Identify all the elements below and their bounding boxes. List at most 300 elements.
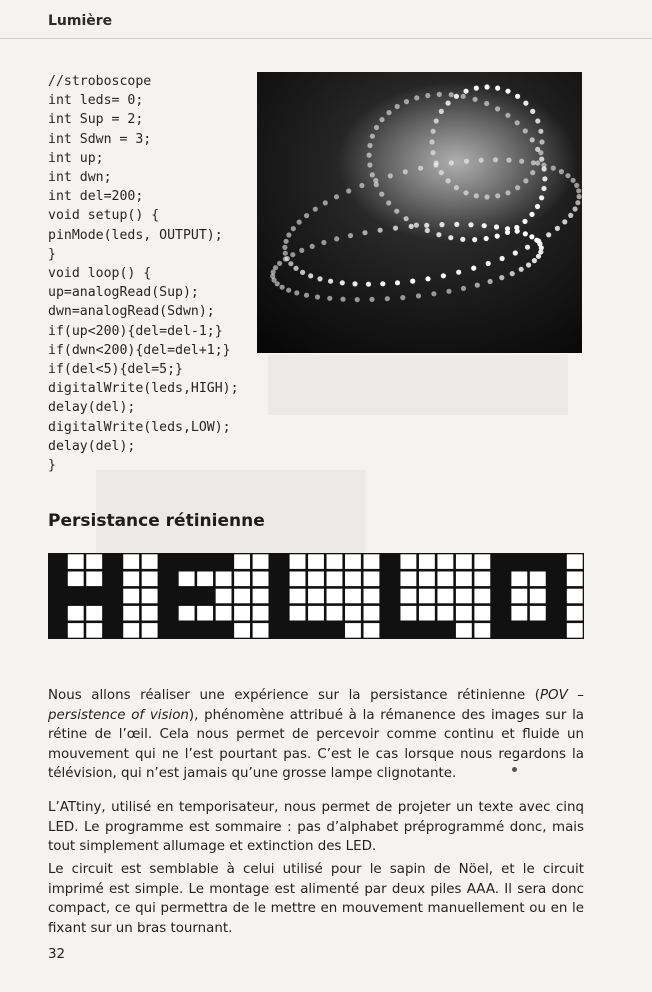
led-dot <box>304 213 309 218</box>
led-dot <box>495 106 500 111</box>
led-dot <box>367 162 372 167</box>
led-dot <box>463 190 468 195</box>
grid-cell-on <box>159 587 177 604</box>
grid-cell-off <box>567 589 583 604</box>
led-dot <box>410 279 415 284</box>
led-dot <box>414 95 419 100</box>
led-dot <box>551 166 556 171</box>
grid-cell-on <box>214 553 232 570</box>
grid-cell-off <box>567 623 583 638</box>
code-line: digitalWrite(leds,LOW); <box>48 419 231 435</box>
led-dot <box>500 256 505 261</box>
grid-cell-on <box>159 553 177 570</box>
code-line: delay(del); <box>48 400 136 416</box>
grid-cell-on <box>159 570 177 587</box>
led-dot <box>493 157 498 162</box>
grid-cell-off <box>234 606 250 621</box>
grid-cell-off <box>68 623 84 638</box>
grid-cell-off <box>253 606 269 621</box>
paragraph-attiny: L’ATtiny, utilisé en temporisateur, nous permet de projeter un texte avec cinq LED. Le programme est sommaire : pas d’alphabet préprogrammé donc, mais tout simplement allumage et extinction des LED. <box>48 800 584 855</box>
led-dot <box>366 282 371 287</box>
grid-cell-on <box>547 605 565 622</box>
grid-cell-off <box>474 623 490 638</box>
grid-cell-on <box>547 553 565 570</box>
code-line: delay(del); <box>48 438 136 454</box>
led-dot <box>539 195 544 200</box>
grid-cell-on <box>270 553 288 570</box>
led-dot <box>288 261 293 266</box>
led-dot <box>437 92 442 97</box>
grid-cell-off <box>86 554 102 569</box>
grid-cell-off <box>567 554 583 569</box>
led-dot <box>404 216 409 221</box>
grid-cell-on <box>510 622 528 639</box>
code-line: } <box>48 246 56 262</box>
led-dot <box>441 273 446 278</box>
grid-cell-off <box>345 623 361 638</box>
led-dot <box>280 285 285 290</box>
led-dot <box>523 101 528 106</box>
section-title: Persistance rétinienne <box>48 511 265 531</box>
led-dot <box>519 267 524 272</box>
grid-cell-on <box>48 622 66 639</box>
code-line: int Sdwn = 3; <box>48 131 152 147</box>
grid-cell-off <box>474 606 490 621</box>
led-dot <box>284 239 289 244</box>
code-line: } <box>48 458 56 474</box>
led-dot <box>283 251 288 256</box>
led-dot <box>355 297 360 302</box>
led-dot <box>460 237 465 242</box>
led-dot <box>439 109 444 114</box>
grid-cell-on <box>177 587 195 604</box>
grid-cell-on <box>288 622 306 639</box>
led-dot <box>439 222 444 227</box>
led-dot <box>403 169 408 174</box>
led-dot <box>369 297 374 302</box>
grid-cell-on <box>436 622 454 639</box>
led-dot <box>542 176 547 181</box>
grid-cell-off <box>530 589 546 604</box>
led-dot <box>456 270 461 275</box>
grid-cell-off <box>216 572 232 587</box>
led-dot <box>506 158 511 163</box>
led-dot <box>515 94 520 99</box>
grid-cell-on <box>214 622 232 639</box>
led-dot <box>374 182 379 187</box>
led-dot <box>494 224 499 229</box>
led-dot <box>474 86 479 91</box>
led-dot <box>449 160 454 165</box>
grid-cell-on <box>492 587 510 604</box>
led-dot <box>525 245 530 250</box>
led-dot <box>439 170 444 175</box>
led-dot <box>416 293 421 298</box>
led-dot <box>431 291 436 296</box>
led-dot <box>488 279 493 284</box>
led-dot <box>409 224 414 229</box>
led-dot <box>367 143 372 148</box>
code-line: if(dwn<200){del=del+1;} <box>48 342 231 358</box>
grid-cell-off <box>290 606 306 621</box>
code-line: if(del<5){del=5;} <box>48 362 183 378</box>
led-dot <box>513 250 518 255</box>
led-dot <box>526 262 531 267</box>
code-line: dwn=analogRead(Sdwn); <box>48 304 215 320</box>
led-dot <box>310 244 315 249</box>
led-dot <box>436 232 441 237</box>
led-dot <box>340 297 345 302</box>
grid-cell-on <box>103 622 121 639</box>
grid-cell-off <box>216 589 232 604</box>
grid-cell-on <box>270 605 288 622</box>
led-dot <box>536 254 541 259</box>
led-dot <box>282 245 287 250</box>
paragraph-pov-emphasis: POV – persistence of vision <box>48 688 585 723</box>
grid-cell-off <box>437 554 453 569</box>
grid-cell-off <box>530 606 546 621</box>
grid-cell-on <box>529 553 547 570</box>
grid-cell-off <box>123 589 139 604</box>
grid-cell-on <box>177 622 195 639</box>
grid-cell-on <box>381 605 399 622</box>
led-dot <box>449 92 454 97</box>
grid-cell-off <box>216 606 232 621</box>
grid-cell-off <box>253 623 269 638</box>
page-number: 32 <box>48 947 66 962</box>
led-dot <box>529 212 534 217</box>
grid-cell-on <box>270 587 288 604</box>
led-dot <box>482 223 487 228</box>
grid-cell-off <box>419 606 435 621</box>
led-dot <box>359 183 364 188</box>
led-dot <box>386 200 391 205</box>
led-dot <box>374 125 379 130</box>
led-dot <box>370 172 375 177</box>
led-dot <box>434 118 439 123</box>
grid-cell-off <box>419 572 435 587</box>
led-dot <box>273 265 278 270</box>
grid-cell-off <box>327 589 343 604</box>
code-line: //stroboscope <box>48 74 152 89</box>
grid-cell-off <box>290 589 306 604</box>
grid-cell-on <box>103 570 121 587</box>
grid-cell-off <box>511 606 527 621</box>
led-dot <box>484 101 489 106</box>
led-dot <box>575 200 580 205</box>
grid-cell-off <box>327 572 343 587</box>
led-dot <box>538 129 543 134</box>
grid-cell-off <box>86 606 102 621</box>
led-dot <box>315 294 320 299</box>
code-listing <box>48 72 239 475</box>
led-dot <box>394 209 399 214</box>
led-dot <box>532 258 537 263</box>
grid-cell-on <box>48 587 66 604</box>
grid-cell-off <box>345 572 361 587</box>
grid-cell-on <box>492 553 510 570</box>
led-dot <box>484 236 489 241</box>
grid-cell-off <box>474 554 490 569</box>
grid-cell-off <box>327 606 343 621</box>
led-dot <box>461 286 466 291</box>
led-dot <box>385 296 390 301</box>
led-dot <box>348 233 353 238</box>
led-dot <box>454 185 459 190</box>
led-dot <box>484 194 489 199</box>
grid-cell-off <box>308 554 324 569</box>
led-dot <box>574 183 579 188</box>
grid-cell-on <box>103 553 121 570</box>
grid-cell-off <box>68 554 84 569</box>
grid-cell-on <box>103 605 121 622</box>
led-dot <box>367 153 372 158</box>
grid-cell-on <box>399 622 417 639</box>
led-dot <box>529 234 534 239</box>
led-dot <box>393 226 398 231</box>
led-dot <box>299 248 304 253</box>
led-dot <box>565 173 570 178</box>
led-dot <box>541 186 546 191</box>
led-dot <box>542 166 547 171</box>
grid-cell-off <box>86 623 102 638</box>
grid-cell-on <box>325 622 343 639</box>
led-dot <box>464 159 469 164</box>
grid-cell-on <box>196 622 214 639</box>
grid-cell-off <box>419 554 435 569</box>
grid-cell-off <box>123 554 139 569</box>
grid-cell-off <box>142 589 158 604</box>
grid-cell-on <box>103 587 121 604</box>
grid-cell-off <box>400 606 416 621</box>
code-line: digitalWrite(leds,HIGH); <box>48 381 239 397</box>
grid-cell-on <box>492 605 510 622</box>
grid-cell-off <box>327 554 343 569</box>
code-line: int del=200; <box>48 189 144 205</box>
led-dot <box>294 290 299 295</box>
led-dot <box>515 120 520 125</box>
grid-cell-off <box>253 554 269 569</box>
led-dot <box>472 237 477 242</box>
code-line: up=analogRead(Sup); <box>48 285 199 301</box>
led-dot <box>522 219 527 224</box>
led-dot <box>446 178 451 183</box>
grid-cell-on <box>381 587 399 604</box>
grid-cell-off <box>567 572 583 587</box>
code-line: int up; <box>48 150 104 166</box>
led-dot <box>530 109 535 114</box>
grid-cell-off <box>290 554 306 569</box>
led-dot <box>400 295 405 300</box>
grid-cell-on <box>547 622 565 639</box>
grid-cell-off <box>290 572 306 587</box>
led-dot <box>539 157 544 162</box>
grid-cell-on <box>196 587 214 604</box>
grid-cell-off <box>253 589 269 604</box>
grid-cell-on <box>66 587 84 604</box>
led-dot <box>535 204 540 209</box>
led-dot <box>395 104 400 109</box>
grid-cell-off <box>234 554 250 569</box>
led-dot <box>479 158 484 163</box>
grid-cell-on <box>381 622 399 639</box>
led-dot <box>291 226 296 231</box>
led-dot <box>327 296 332 301</box>
paragraph-pov-text-start: Nous allons réaliser une expérience sur la persistance rétinienne ( <box>48 688 540 703</box>
led-dot <box>429 139 434 144</box>
led-dot <box>495 86 500 91</box>
led-dot <box>499 275 504 280</box>
grid-cell-on <box>48 570 66 587</box>
grid-cell-off <box>456 572 472 587</box>
grid-cell-off <box>437 606 453 621</box>
grid-cell-off <box>345 554 361 569</box>
led-dot <box>568 213 573 218</box>
grid-cell-on <box>529 622 547 639</box>
code-line: void loop() { <box>48 266 152 282</box>
grid-cell-on <box>48 553 66 570</box>
led-dot <box>519 159 524 164</box>
led-dot <box>297 220 302 225</box>
led-dot <box>362 230 367 235</box>
led-dot <box>571 178 576 183</box>
led-dot <box>352 281 357 286</box>
grid-cell-on <box>510 553 528 570</box>
grid-cell-on <box>177 553 195 570</box>
led-dot <box>346 188 351 193</box>
running-head: Lumière <box>48 13 113 29</box>
led-dot <box>277 261 282 266</box>
paragraph-circuit: Le circuit est semblable à celui utilisé pour le sapin de Nöel, et le circuit imprimé est simple. Le montage est alimenté par deux piles AAA. Il sera donc compact, ce qui permettra de le mettre en mouvement manuellement ou en le fixant sur un bras tournant. <box>48 862 584 936</box>
led-dot <box>334 194 339 199</box>
grid-cell-on <box>381 553 399 570</box>
led-dot <box>523 231 528 236</box>
led-dot <box>475 283 480 288</box>
grid-cell-on <box>492 622 510 639</box>
grid-cell-off <box>567 606 583 621</box>
led-dot <box>431 129 436 134</box>
led-dot <box>313 207 318 212</box>
led-dot <box>505 113 510 118</box>
led-dot <box>388 173 393 178</box>
led-dot <box>404 99 409 104</box>
led-dot <box>539 139 544 144</box>
led-dot <box>446 101 451 106</box>
grid-cell-off <box>474 572 490 587</box>
grid-cell-off <box>142 623 158 638</box>
grid-cell-off <box>345 589 361 604</box>
led-dot <box>535 118 540 123</box>
grid-cell-on <box>48 605 66 622</box>
grid-cell-on <box>270 622 288 639</box>
grid-cell-off <box>123 606 139 621</box>
grid-cell-off <box>400 572 416 587</box>
led-strip-photo <box>257 72 582 353</box>
grid-cell-off <box>197 606 213 621</box>
led-dot <box>378 228 383 233</box>
led-dot <box>537 241 542 246</box>
code-line: pinMode(leds, OUTPUT); <box>48 227 223 243</box>
led-dot <box>293 266 298 271</box>
led-dot <box>505 89 510 94</box>
led-dot <box>300 270 305 275</box>
grid-cell-off <box>253 572 269 587</box>
led-dot <box>379 192 384 197</box>
led-dot <box>454 94 459 99</box>
grid-cell-off <box>456 606 472 621</box>
led-dot <box>486 261 491 266</box>
grid-cell-off <box>234 623 250 638</box>
grid-cell-off <box>364 623 380 638</box>
led-dot <box>418 166 423 171</box>
led-dot <box>573 206 578 211</box>
led-dot <box>468 222 473 227</box>
grid-cell-off <box>345 606 361 621</box>
hello-pixel-grid <box>48 553 584 639</box>
led-dot <box>473 97 478 102</box>
grid-cell-off <box>364 572 380 587</box>
grid-cell-off <box>511 572 527 587</box>
grid-cell-off <box>419 589 435 604</box>
grid-cell-off <box>179 572 195 587</box>
led-dot <box>286 232 291 237</box>
grid-cell-off <box>308 572 324 587</box>
led-dot <box>425 228 430 233</box>
led-dot <box>576 188 581 193</box>
led-dot <box>286 288 291 293</box>
led-dot <box>425 93 430 98</box>
led-dot <box>474 193 479 198</box>
led-dot <box>495 234 500 239</box>
led-dot <box>379 117 384 122</box>
led-dot <box>463 89 468 94</box>
grid-cell-off <box>86 572 102 587</box>
code-line: void setup() { <box>48 208 160 224</box>
grid-cell-off <box>179 606 195 621</box>
grid-cell-off <box>142 572 158 587</box>
code-line: int leds= 0; <box>48 93 144 109</box>
code-line: int dwn; <box>48 170 112 186</box>
led-dot <box>523 178 528 183</box>
code-line: if(up<200){del=del-1;} <box>48 323 223 339</box>
grid-cell-off <box>68 572 84 587</box>
grid-cell-off <box>234 572 250 587</box>
led-dot <box>321 240 326 245</box>
grid-cell-off <box>68 606 84 621</box>
led-dot <box>380 281 385 286</box>
grid-cell-off <box>123 623 139 638</box>
grid-cell-off <box>364 589 380 604</box>
grid-cell-on <box>492 570 510 587</box>
paragraph-pov <box>48 686 584 784</box>
led-dot <box>424 223 429 228</box>
led-dot <box>559 169 564 174</box>
grid-cell-off <box>530 572 546 587</box>
led-dot <box>505 190 510 195</box>
led-dot <box>448 235 453 240</box>
led-dot <box>471 266 476 271</box>
led-dot <box>431 150 436 155</box>
led-dot <box>546 232 551 237</box>
led-dot <box>434 160 439 165</box>
led-dot <box>538 150 543 155</box>
led-dot <box>425 276 430 281</box>
grid-cell-on <box>159 605 177 622</box>
grid-cell-off <box>364 554 380 569</box>
led-dot <box>577 194 582 199</box>
grid-cell-off <box>400 589 416 604</box>
grid-cell-off <box>308 589 324 604</box>
